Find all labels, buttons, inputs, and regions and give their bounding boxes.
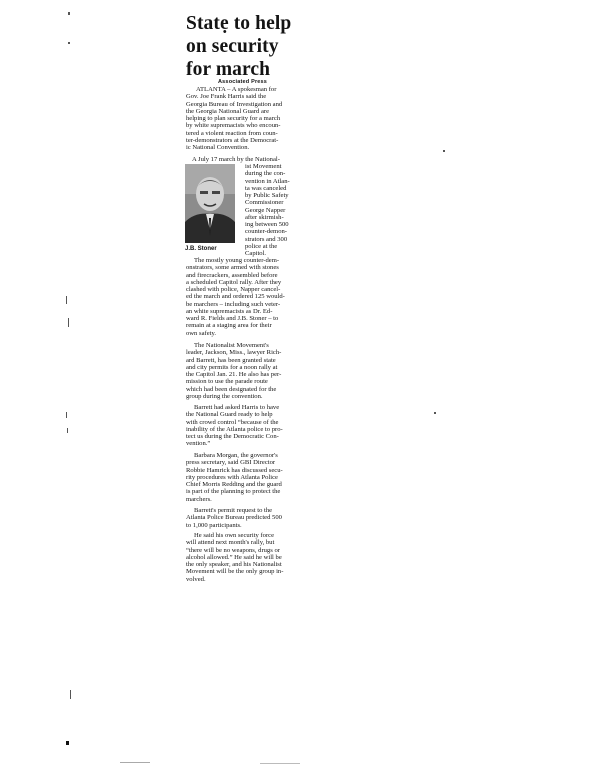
text-line: mission to use the parade route	[186, 378, 268, 386]
scan-speck	[66, 412, 67, 418]
text-line: ic National Convention.	[186, 144, 250, 151]
paragraph-1	[186, 86, 282, 151]
text-line: alcohol allowed.” He said he will be	[186, 553, 282, 561]
paragraph-3	[186, 257, 285, 337]
text-line: remain at a staging area for their	[186, 322, 272, 330]
text-line: by white supremacists who encoun-	[186, 122, 281, 130]
text-line: Barrett's permit request to the	[194, 507, 273, 514]
text-line: He said his own security force	[194, 532, 275, 539]
text-line: which had been designated for the	[186, 385, 277, 393]
text-line: leader, Jackson, Miss., lawyer Rich-	[186, 349, 282, 357]
text-line: George Napper	[245, 206, 286, 214]
article-headline	[186, 12, 326, 81]
text-line: ter-demonstrators at the Democrat-	[186, 136, 279, 144]
text-line: tect us during the Democratic Con-	[186, 433, 279, 440]
text-line: counter-demon-	[245, 228, 287, 236]
text-line: ATLANTA – A spokesman for	[196, 86, 277, 93]
text-line: Capitol.	[245, 250, 267, 257]
paragraph-5	[186, 404, 283, 448]
text-line: and firecrackers, assembled before	[186, 271, 278, 279]
paragraph-4	[186, 342, 281, 400]
text-line: Commissioner	[245, 199, 284, 207]
scan-speck	[66, 741, 69, 745]
text-line: a scheduled Capitol rally. After they	[186, 278, 282, 286]
text-line: ed the march and ordered 125 would-	[186, 293, 285, 301]
text-line: the Georgia National Guard are	[186, 107, 269, 115]
text-line: vention.”	[186, 440, 211, 448]
paragraph-6	[186, 452, 283, 503]
text-line: A July 17 march by the National-	[192, 156, 280, 163]
scan-speck	[68, 318, 69, 327]
text-line: own safety.	[186, 329, 216, 337]
portrait-photo	[185, 164, 235, 243]
headline-line: Statẹ to help	[186, 13, 292, 34]
portrait-image	[185, 164, 235, 243]
text-line: an white supremacists as Dr. Ed-	[186, 307, 273, 315]
scan-speck	[434, 412, 436, 414]
text-line: will attend next month's rally, but	[186, 539, 275, 547]
text-line: ward R. Fields and J.B. Stoner – to	[186, 315, 279, 322]
scan-speck	[443, 150, 445, 152]
text-line: police at the	[245, 242, 278, 250]
text-line: is part of the planning to protect the	[186, 488, 281, 496]
byline: Associated Press	[218, 79, 268, 85]
text-line: be marchers – including such veter-	[186, 300, 281, 308]
paragraph-7	[186, 507, 282, 529]
text-line: press secretary, said GBI Director	[186, 459, 276, 467]
text-line: ard Barrett, has been granted state	[186, 356, 276, 364]
text-line: the National Guard ready to help	[186, 411, 273, 419]
text-line: by Public Safety	[245, 192, 289, 199]
scan-speck	[120, 762, 150, 763]
text-line: ing between 500	[245, 221, 289, 228]
text-line: ta was canceled	[245, 184, 287, 192]
text-line: marchers.	[186, 495, 212, 503]
text-line: Chief Morris Redding and the guard	[186, 481, 282, 488]
text-line: the Capitol Jan. 21. He also has per-	[186, 371, 282, 378]
text-line: Movement will be the only group in-	[186, 568, 284, 576]
text-line: The Nationalist Movement's	[194, 342, 269, 349]
scan-speck	[68, 42, 70, 44]
scan-speck	[260, 763, 300, 764]
photo-caption: J.B. Stoner	[185, 246, 217, 252]
text-line: Barrett had asked Harris to have	[194, 404, 280, 411]
paragraph-2-wrap	[245, 163, 290, 257]
text-line: Atlanta Police Bureau predicted 500	[186, 514, 282, 522]
text-line: the only speaker, and his Nationalist	[186, 561, 282, 568]
text-line: Georgia Bureau of Investigation and	[186, 100, 283, 108]
text-line: group during the convention.	[186, 392, 263, 400]
text-line: during the con-	[245, 170, 286, 178]
text-line: “there will be no weapons, drugs or	[186, 546, 280, 554]
headline-line: for march	[186, 59, 271, 80]
text-line: after skirmish-	[245, 213, 284, 221]
text-line: Gov. Joe Frank Harris said the	[186, 93, 267, 101]
text-line: Barbara Morgan, the governor's	[194, 452, 278, 459]
text-line: tered a violent reaction from coun-	[186, 129, 278, 137]
scan-speck	[68, 12, 70, 15]
text-line: strators and 300	[245, 235, 288, 243]
text-line: The mostly young counter-dem-	[194, 257, 280, 264]
text-line: to 1,000 participants.	[186, 521, 242, 529]
headline-line: on security	[186, 36, 279, 57]
text-line: vention in Atlan-	[245, 177, 290, 185]
text-line: Robbie Hamrick has discussed secu-	[186, 466, 283, 474]
scan-speck	[67, 428, 68, 433]
text-line: rity procedures with Atlanta Police	[186, 473, 278, 481]
text-line: inability of the Atlanta police to pro-	[186, 425, 283, 433]
scan-speck	[66, 296, 67, 304]
text-line: clashed with police, Napper cancel-	[186, 286, 281, 293]
scan-speck	[70, 690, 71, 699]
text-line: volved.	[186, 575, 206, 583]
text-line: and city permits for a noon rally at	[186, 363, 278, 371]
text-line: ist Movement	[245, 163, 282, 170]
text-line: helping to plan security for a march	[186, 115, 281, 122]
text-line: with crowd control “because of the	[186, 418, 279, 426]
paragraph-8	[186, 532, 283, 583]
text-line: onstrators, some armed with stones	[186, 264, 279, 272]
